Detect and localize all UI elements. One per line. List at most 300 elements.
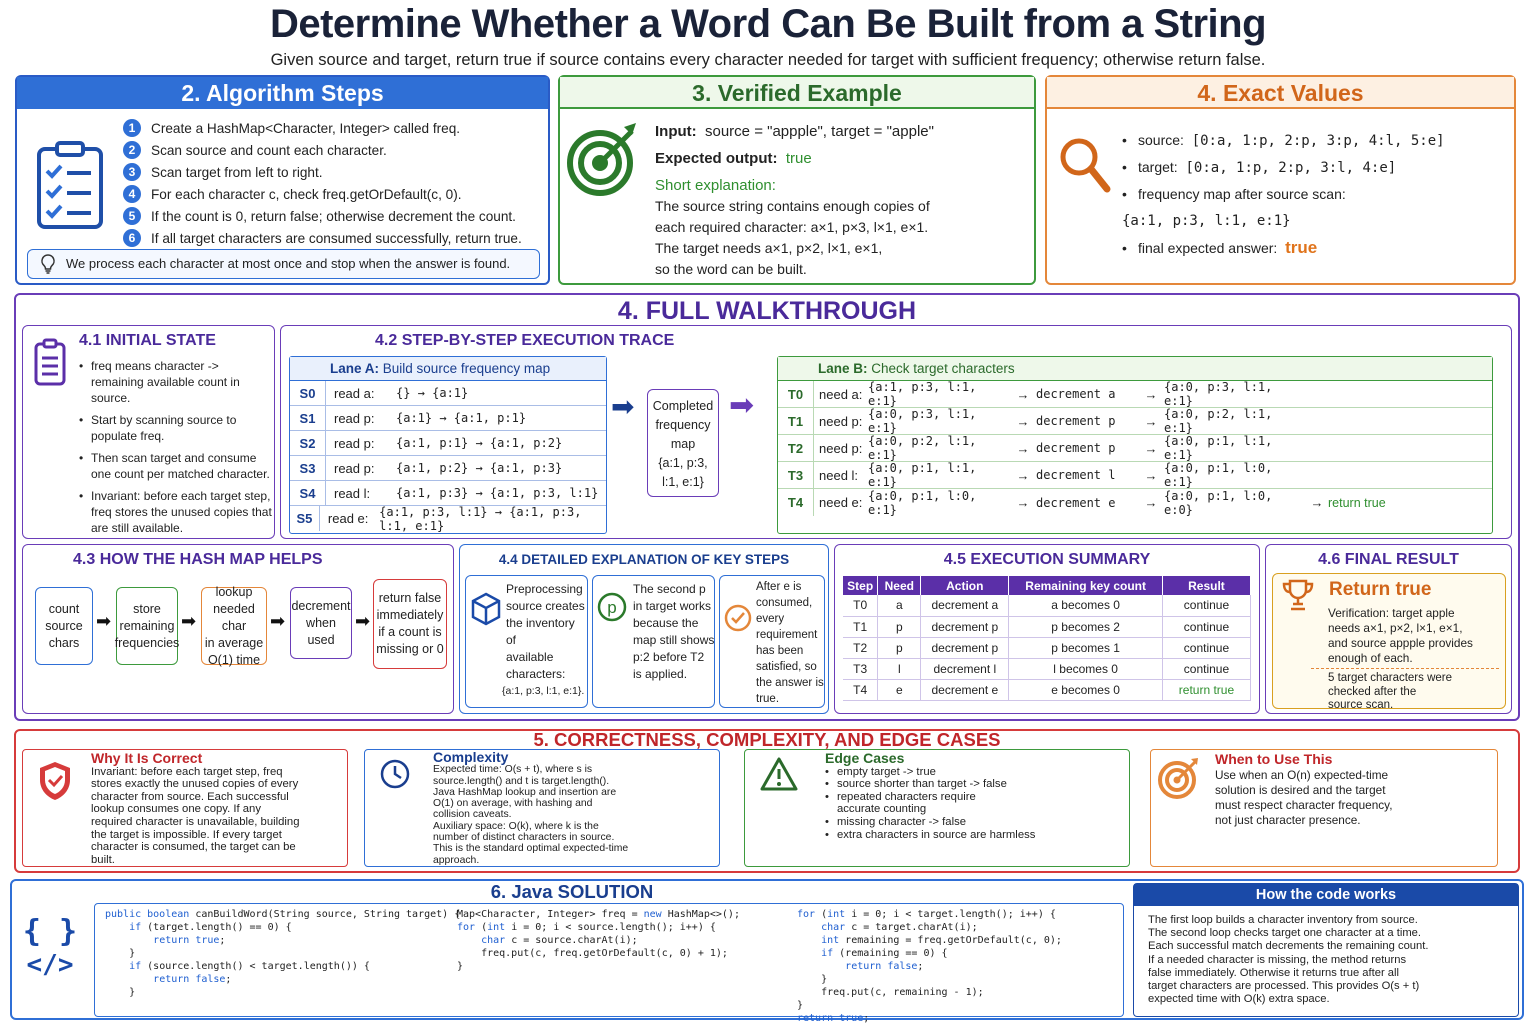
flow-text: missing or 0 — [376, 642, 444, 656]
summary-row — [843, 658, 1251, 679]
step-number: 3 — [123, 163, 141, 181]
algorithm-steps-title: 2. Algorithm Steps — [17, 77, 548, 109]
correct-line: Invariant: before each target step, freq — [91, 765, 283, 778]
execution-summary-panel — [834, 544, 1260, 714]
summary-cell: p becomes 2 — [1009, 616, 1163, 637]
row-op: read p: — [334, 460, 375, 476]
why-correct-title: Why It Is Correct — [91, 750, 203, 766]
card-text: in target works — [633, 599, 712, 613]
step-item — [123, 227, 543, 249]
card-text: requirement — [756, 629, 818, 641]
how-line: The first loop builds a character inventory from source. — [1148, 914, 1418, 926]
edge-case-item: • extra characters in source are harmless — [825, 829, 1125, 842]
how-line: The second loop checks target one character at a time. — [1148, 927, 1422, 940]
correct-line: character from source. Each successful — [91, 790, 289, 803]
lane-b-rows — [778, 381, 1492, 516]
explanation-line: The source string contains enough copies of — [655, 198, 930, 214]
card-text: characters: — [506, 667, 566, 681]
input-value: source = "appple", target = "apple" — [705, 123, 934, 140]
verification-line: Verification: target apple — [1328, 606, 1455, 620]
summary-cell: T2 — [843, 637, 878, 658]
summary-cell: p — [878, 616, 921, 637]
arrow-icon: → — [1144, 413, 1158, 429]
row-id: S2 — [290, 431, 326, 455]
full-walkthrough-panel — [14, 293, 1520, 721]
row-op: read l: — [334, 485, 371, 501]
code-column-3: for (int i = 0; i < target.length(); i++) { char c = target.charAt(i); int remaining = freq.getOrDefault(c, 0); if (remaining == 0) { return false; } freq.put(c, remaining - 1); } return true; — [797, 909, 1062, 1024]
row-before: {a:0, p:1, l:1, e:1} — [868, 461, 977, 489]
lightbulb-icon — [40, 254, 56, 274]
initial-state-list — [79, 358, 274, 542]
source-label: source: — [1138, 132, 1184, 148]
summary-cell: l becomes 0 — [1009, 658, 1163, 679]
initial-state-title: 4.1 INITIAL STATE — [79, 332, 216, 349]
row-extra: return true — [1328, 495, 1386, 510]
step-text: Scan target from left to right. — [151, 164, 323, 180]
arrow-right-icon: ➡ — [270, 611, 286, 631]
execution-trace-title: 4.2 STEP-BY-STEP EXECUTION TRACE — [375, 332, 675, 349]
edge-cases-card — [744, 749, 1130, 867]
step-number: 4 — [123, 185, 141, 203]
arrow-right-icon: ➡ — [729, 389, 755, 422]
lane-a-rows — [290, 381, 606, 531]
summary-row — [843, 616, 1251, 637]
when-line: Use when an O(n) expected-time — [1215, 768, 1389, 782]
card-text: available — [506, 650, 554, 664]
summary-cell: T0 — [843, 595, 878, 616]
lane-b-row — [778, 408, 1492, 435]
execution-summary-title: 4.5 EXECUTION SUMMARY — [943, 551, 1151, 568]
arrow-icon: → — [1016, 440, 1030, 456]
exact-values-panel — [1045, 75, 1516, 285]
row-id: S5 — [290, 506, 320, 531]
code-column-2: Map<Character, Integer> freq = new HashMap<>(); for (int i = 0; i < source.length(); i++) { char c = source.charAt(i); freq.put(c, freq.getOrDefault(c, 0) + 1); } — [457, 909, 740, 972]
how-line: If a needed character is missing, the method returns — [1148, 953, 1407, 966]
complexity-card — [364, 749, 720, 867]
card-text: The second p — [633, 582, 706, 596]
edge-case-item: • empty target -> true — [825, 766, 1125, 779]
summary-header-cell: Remaining key count — [1009, 576, 1163, 595]
card-text: consumed, — [756, 597, 813, 609]
row-id: T2 — [778, 435, 814, 461]
arrow-right-icon: ➡ — [96, 611, 112, 631]
step-number: 2 — [123, 141, 141, 159]
explanation-label: Short explanation: — [655, 177, 776, 194]
summary-header-cell: Step — [843, 576, 878, 595]
arrow-icon: → — [1016, 467, 1030, 483]
summary-row — [843, 595, 1251, 616]
edge-cases-title: Edge Cases — [825, 750, 905, 766]
lane-b-row — [778, 462, 1492, 489]
completed-line: Completed — [652, 399, 714, 413]
arrow-right-icon: ➡ — [181, 611, 197, 631]
result-note-line: checked after the — [1328, 685, 1417, 698]
edge-case-item: • missing character -> false — [825, 816, 1125, 829]
complexity-title: Complexity — [433, 749, 509, 765]
row-before: {a:0, p:3, l:1, e:1} — [868, 407, 977, 435]
key-step-card — [465, 575, 588, 708]
row-id: S3 — [290, 456, 326, 480]
initial-state-item: • Invariant: before each target step, freq stores the unused copies that are still available. — [79, 488, 274, 536]
complexity-line: Java HashMap lookup and insertion are — [433, 786, 617, 798]
code-column-1: public boolean canBuildWord(String source, String target) { if (target.length() == 0) { return true; } if (source.length() < target.length()) { return false; } — [105, 909, 461, 998]
verified-example-title: 3. Verified Example — [560, 77, 1034, 109]
flow-text: chars — [48, 635, 80, 650]
svg-text:{ }: { } — [22, 914, 78, 949]
algorithm-steps-panel — [15, 75, 550, 285]
summary-cell: continue — [1162, 595, 1250, 616]
complexity-line: approach. — [433, 854, 480, 866]
correctness-title: 5. CORRECTNESS, COMPLEXITY, AND EDGE CASES — [533, 729, 1001, 750]
card-text: map still shows — [633, 633, 715, 647]
when-line: not just character presence. — [1215, 813, 1361, 827]
hash-map-helps-title: 4.3 HOW THE HASH MAP HELPS — [73, 551, 323, 568]
summary-cell: decrement l — [921, 658, 1009, 679]
how-line: false immediately. Otherwise it returns true after all — [1148, 966, 1399, 979]
key-step-card — [592, 575, 715, 708]
trophy-icon — [1281, 578, 1315, 612]
initial-state-item: • Start by scanning source to populate freq. — [79, 412, 274, 444]
row-op: need p: — [819, 413, 863, 429]
initial-state-item: • freq means character -> remaining available count in source. — [79, 358, 274, 406]
summary-row — [843, 637, 1251, 658]
row-action: decrement a — [1036, 387, 1116, 401]
complexity-line: number of distinct characters in source. — [433, 832, 615, 844]
step-item — [123, 117, 543, 139]
completed-map-box — [647, 389, 719, 497]
code-braces-icon — [22, 911, 78, 980]
explanation-line: so the word can be built. — [655, 261, 807, 277]
page-title: Determine Whether a Word Can Be Built from a String — [269, 2, 1267, 46]
summary-row — [843, 679, 1251, 700]
completed-line: map — [670, 437, 696, 451]
flow-text: in average — [204, 635, 264, 650]
page-subtitle: Given source and target, return true if source contains every character needed for target with sufficient frequency; otherwise return false. — [270, 51, 1266, 69]
final-result-panel — [1265, 544, 1512, 714]
lane-a-row — [290, 406, 606, 431]
row-action: decrement e — [1036, 495, 1116, 510]
step-item — [123, 183, 543, 205]
how-line: Each successful match decrements the remaining count. — [1148, 940, 1429, 953]
arrow-icon: → — [1016, 413, 1030, 429]
row-after: {a:0, p:1, l:0, e:1} — [1164, 461, 1273, 489]
summary-cell: decrement p — [921, 616, 1009, 637]
svg-text:p: p — [607, 598, 617, 617]
summary-cell: continue — [1162, 637, 1250, 658]
final-value: true — [1285, 238, 1318, 257]
when-to-use-card — [1150, 749, 1498, 867]
complexity-line: This is the standard optimal expected-time — [433, 843, 629, 855]
key-step-card — [719, 575, 825, 708]
lane-b-row — [778, 435, 1492, 462]
summary-header-cell: Need — [878, 576, 921, 595]
verification-line: enough of each. — [1328, 651, 1413, 665]
row-id: S0 — [290, 381, 326, 405]
flow-text: O(1) time — [207, 652, 261, 667]
algorithm-steps-list — [123, 117, 543, 249]
output-value: true — [785, 150, 812, 167]
step-text: Create a HashMap<Character, Integer> called freq. — [151, 120, 461, 136]
summary-cell: e — [878, 679, 921, 700]
summary-header-row — [843, 576, 1251, 595]
correct-line: built. — [91, 853, 115, 866]
lane-b-row — [778, 489, 1492, 516]
completed-line: l:1, e:1} — [662, 475, 704, 489]
lane-b — [777, 356, 1493, 534]
summary-cell: T3 — [843, 658, 878, 679]
summary-cell: T4 — [843, 679, 878, 700]
summary-cell: a — [878, 595, 921, 616]
warning-triangle-icon — [759, 756, 799, 792]
step-item — [123, 205, 543, 227]
flow-text: frequencies — [114, 635, 180, 650]
card-text: is applied. — [633, 667, 688, 681]
lane-a-row — [290, 481, 606, 506]
summary-cell: e becomes 0 — [1009, 679, 1163, 700]
row-val: {a:1} → {a:1, p:1} — [396, 411, 527, 425]
step-item — [123, 161, 543, 183]
flow-text: if a count is — [378, 625, 442, 639]
cube-icon — [471, 592, 501, 626]
lane-b-row — [778, 381, 1492, 408]
java-solution-panel — [10, 879, 1524, 1024]
result-note-line: 5 target characters were — [1328, 672, 1453, 684]
lane-a — [289, 356, 607, 534]
row-id: T1 — [778, 408, 814, 434]
card-text: {a:1, p:3, l:1, e:1}. — [502, 685, 585, 697]
summary-cell: decrement p — [921, 637, 1009, 658]
flow-text: return false — [378, 591, 442, 605]
source-value: [0:a, 1:p, 2:p, 3:p, 4:l, 5:e] — [1191, 133, 1445, 149]
how-line: expected time with O(k) extra space. — [1148, 993, 1330, 1006]
execution-summary-table — [843, 576, 1251, 701]
correct-line: lookup consumes one copy. If any — [91, 803, 261, 816]
summary-cell: return true — [1162, 679, 1250, 700]
algorithm-note — [27, 249, 540, 279]
row-before: {a:1, p:3, l:1, e:1} — [868, 380, 977, 408]
complexity-line: source.length() and t is target.length(). — [433, 775, 610, 787]
row-action: decrement p — [1036, 414, 1116, 428]
arrow-icon: → — [1144, 386, 1158, 402]
arrow-icon: → — [1144, 440, 1158, 456]
exact-values-title: 4. Exact Values — [1047, 77, 1514, 109]
execution-trace-panel — [280, 325, 1512, 539]
step-text: If the count is 0, return false; otherwise decrement the count. — [151, 208, 516, 224]
card-text: source creates — [506, 599, 585, 613]
letter-p-icon — [597, 592, 627, 622]
row-op: need e: — [819, 495, 863, 510]
summary-cell: p — [878, 637, 921, 658]
lane-b-label: Lane B: — [818, 361, 868, 376]
row-val: {a:1, p:1} → {a:1, p:2} — [396, 436, 563, 450]
row-after: {a:0, p:1, l:0, e:0} — [1164, 488, 1273, 517]
exact-target — [1122, 156, 1512, 183]
flow-text: store — [133, 601, 161, 616]
arrow-icon: → — [1144, 495, 1158, 510]
arrow-icon: → — [1310, 495, 1324, 510]
flow-text: when used — [306, 615, 336, 647]
target-arrow-icon — [566, 121, 642, 197]
final-result-box — [1272, 573, 1506, 709]
step-number: 5 — [123, 207, 141, 225]
summary-cell: a becomes 0 — [1009, 595, 1163, 616]
algorithm-note-text: We process each character at most once and stop when the answer is found. — [66, 256, 511, 271]
edge-case-item: • repeated characters require accurate counting — [825, 791, 995, 816]
how-code-works-box — [1133, 883, 1519, 1017]
row-id: T0 — [778, 381, 814, 407]
lane-b-header — [778, 357, 1492, 381]
row-after: {a:0, p:1, l:1, e:1} — [1164, 434, 1273, 462]
flow-box-decrement — [290, 587, 352, 659]
edge-cases-list — [825, 766, 1125, 842]
explanation-line: The target needs a×1, p×2, l×1, e×1, — [655, 240, 883, 256]
lane-a-row — [290, 431, 606, 456]
correct-line: the target is impossible. If every target — [91, 828, 282, 841]
flow-box-return-false — [373, 579, 447, 669]
flow-box-count — [35, 587, 93, 665]
correct-line: stores exactly the unused copies of every — [91, 778, 299, 791]
list-document-icon — [33, 338, 67, 386]
output-label: Expected output: — [655, 150, 778, 167]
target-icon — [1157, 756, 1201, 800]
flow-text: source — [45, 618, 83, 633]
flow-text: lookup — [215, 584, 253, 599]
step-number: 6 — [123, 229, 141, 247]
flow-text: remaining — [119, 618, 175, 633]
exact-final — [1122, 237, 1512, 264]
example-body — [655, 123, 1030, 282]
verification-line: needs a×1, p×2, l×1, e×1, — [1328, 621, 1463, 635]
summary-cell: continue — [1162, 658, 1250, 679]
step-text: If all target characters are consumed successfully, return true. — [151, 230, 522, 246]
how-line: target characters are processed. This provides O(s + t) — [1148, 980, 1420, 993]
row-op: read e: — [327, 511, 369, 526]
exact-freq-label: • frequency map after source scan: — [1122, 183, 1512, 210]
lane-a-row — [290, 506, 606, 531]
card-text: Preprocessing — [506, 582, 583, 596]
lane-a-title: Build source frequency map — [382, 361, 551, 376]
input-label: Input: — [655, 123, 697, 140]
row-val: {a:1, p:2} → {a:1, p:3} — [396, 461, 563, 475]
summary-header-cell: Result — [1162, 576, 1250, 595]
final-result-value: Return true — [1329, 579, 1432, 600]
code-block — [94, 903, 1124, 1024]
step-text: For each character c, check freq.getOrDefault(c, 0). — [151, 186, 462, 202]
row-id: T4 — [778, 489, 814, 516]
row-id: S4 — [290, 481, 326, 505]
verification-line: and source appple provides — [1328, 636, 1473, 650]
complexity-line: collision caveats. — [433, 809, 512, 821]
row-action: decrement p — [1036, 441, 1116, 455]
check-circle-icon — [724, 604, 752, 632]
row-op: read p: — [334, 435, 375, 451]
row-val: {a:1, p:3, l:1} → {a:1, p:3, l:1, e:1} — [379, 504, 582, 533]
row-before: {a:0, p:1, l:0, e:1} — [868, 488, 977, 517]
lane-a-header — [290, 357, 606, 381]
key-steps-panel — [459, 544, 829, 714]
flow-text: count — [48, 601, 80, 616]
final-result-title: 4.6 FINAL RESULT — [1318, 551, 1459, 568]
lane-a-row — [290, 456, 606, 481]
arrow-icon: → — [1144, 467, 1158, 483]
divider — [1311, 668, 1499, 669]
step-text: Scan source and count each character. — [151, 142, 387, 158]
card-text: satisfied, so — [756, 661, 817, 673]
completed-line: frequency — [655, 418, 711, 432]
summary-cell: l — [878, 658, 921, 679]
summary-header-cell: Action — [921, 576, 1009, 595]
exact-source — [1122, 129, 1512, 156]
correctness-panel — [14, 729, 1520, 873]
correct-line: character is consumed, the target can be — [91, 841, 296, 854]
correct-line: required character is unavailable, building — [91, 815, 300, 828]
card-text: the answer is — [756, 677, 824, 689]
complexity-line: Expected time: O(s + t), where s is — [433, 764, 593, 776]
card-text: true. — [756, 693, 780, 705]
row-op: read p: — [334, 410, 375, 426]
shield-check-icon — [37, 760, 73, 802]
row-op: need p: — [819, 440, 863, 456]
row-val: {} → {a:1} — [396, 386, 469, 400]
summary-cell: decrement e — [921, 679, 1009, 700]
row-op: need l: — [819, 467, 859, 483]
row-val: {a:1, p:3} → {a:1, p:3, l:1} — [396, 486, 599, 500]
when-line: solution is desired and the target — [1215, 783, 1386, 797]
explanation-line: each required character: a×1, p×3, l×1, e×1. — [655, 219, 929, 235]
lane-a-label: Lane A: — [330, 361, 380, 376]
hash-map-helps-panel — [22, 544, 454, 714]
row-id: S1 — [290, 406, 326, 430]
svg-text:</>: </> — [26, 950, 74, 980]
arrow-right-icon: ➡ — [611, 391, 635, 422]
summary-cell: continue — [1162, 616, 1250, 637]
row-after: {a:0, p:2, l:1, e:1} — [1164, 407, 1273, 435]
row-before: {a:0, p:2, l:1, e:1} — [868, 434, 977, 462]
when-to-use-title: When to Use This — [1215, 751, 1333, 767]
card-text: After e is — [756, 581, 802, 593]
target-value: [0:a, 1:p, 2:p, 3:l, 4:e] — [1185, 160, 1397, 176]
key-steps-title: 4.4 DETAILED EXPLANATION OF KEY STEPS — [498, 552, 790, 567]
result-note-line: source scan. — [1328, 699, 1394, 711]
walkthrough-title: 4. FULL WALKTHROUGH — [617, 297, 917, 325]
how-code-works-title: How the code works — [1134, 884, 1518, 906]
row-after: {a:0, p:3, l:1, e:1} — [1164, 380, 1273, 408]
summary-cell: T1 — [843, 616, 878, 637]
arrow-icon: → — [1016, 386, 1030, 402]
verified-example-panel — [558, 75, 1036, 285]
flow-box-lookup — [201, 584, 267, 667]
card-text: because the — [633, 616, 699, 630]
when-line: must respect character frequency, — [1215, 798, 1393, 812]
final-label: final expected answer: — [1138, 240, 1278, 256]
edge-case-item: • source shorter than target -> false — [825, 778, 1125, 791]
card-text: p:2 before T2 — [633, 650, 705, 664]
exact-values-list — [1122, 129, 1512, 264]
flow-box-store — [116, 587, 178, 665]
summary-cell: decrement a — [921, 595, 1009, 616]
initial-state-panel — [22, 325, 275, 539]
card-text: every — [756, 613, 785, 625]
lane-b-title: Check target characters — [871, 361, 1015, 376]
row-op: read a: — [334, 385, 375, 401]
target-label: target: — [1138, 159, 1178, 175]
completed-line: {a:1, p:3, — [658, 456, 708, 470]
flow-text: immediately — [376, 608, 444, 622]
complexity-line: Auxiliary space: O(k), where k is the — [433, 820, 599, 832]
why-correct-card — [22, 749, 348, 867]
row-action: decrement l — [1036, 468, 1116, 482]
card-text: the inventory of — [506, 616, 575, 647]
